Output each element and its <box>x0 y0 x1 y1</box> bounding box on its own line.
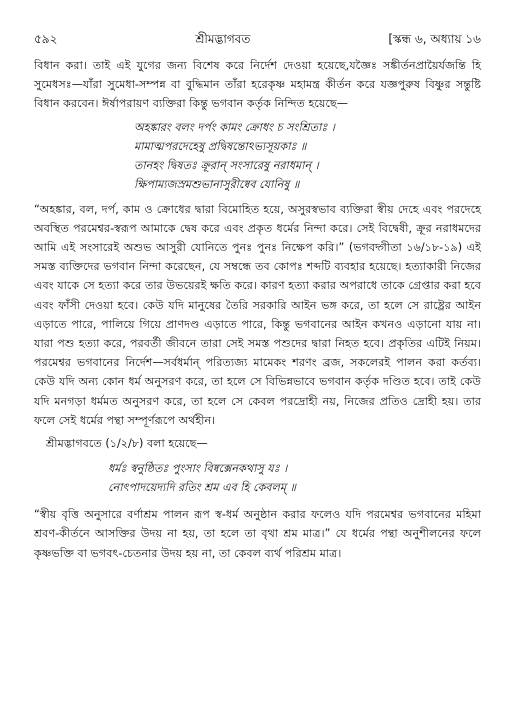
page-header <box>34 30 481 50</box>
verse-line: নোৎপাদয়েদ্যদি রতিং শ্রম এব হি কেবলম্ ॥ <box>108 481 296 495</box>
page-number: ৫৯২ <box>34 32 58 46</box>
verse-line: তানহং দ্বিষতঃ ক্রূরান্ সংসারেষু নরাধমান্ । <box>134 158 319 172</box>
verse-line: মামাত্মপরদেহেষু প্রদ্বিষন্তোঽভ্যসূয়কাঃ ॥ <box>134 139 307 153</box>
verse-line: অহঙ্কারং বলং দর্পং কামং ক্রোধং চ সংশ্রিতাঃ । <box>134 120 335 134</box>
verse-block-1 <box>134 118 481 194</box>
verse-line: ধর্মঃ স্বনুষ্ঠিতঃ পুংসাং বিষ্বক্সেনকথাসু যঃ । <box>108 462 288 476</box>
paragraph-3: শ্রীমদ্ভাগবতে (১/২/৮) বলা হয়েছে— <box>46 437 208 451</box>
chapter-reference: [স্কন্ধ ৬, অধ্যায় ১৬ <box>388 32 481 46</box>
paragraph-2: “অহঙ্কার, বল, দর্প, কাম ও ক্রোধের দ্বারা বিমোহিত হয়ে, অসুরস্বভাব ব্যক্তিরা স্বীয় দেহে এবং পরদেহে অবস্থিত পরমেশ্বর-স্বরূপ আমাকে দ্বেষ করে এবং প্রকৃত ধর্মের নিন্দা করে। সেই বিদ্বেষী, ক্রূর নরাধমদের আমি এই সংসারেই অশুভ আসুরী যোনিতে পুনঃ পুনঃ নিক্ষেপ করি।” (ভগবদ্গীতা ১৬/১৮-১৯) এই সমস্ত ব্যক্তিদের ভগবান নিন্দা করেছেন, যে সম্বন্ধে তব কোপঃ শব্দটি ব্যবহার হয়েছে। হত্যাকারী নিজের এবং যাকে সে হত্যা করে তার উভয়েরই ক্ষতি করে। কারণ হত্যা করার অপরাধে তাকে গ্রেপ্তার করা হবে এবং ফাঁসী দেওয়া হবে। কেউ যদি মানুষের তৈরি সরকারি আইন ভঙ্গ করে, তা হলে সে রাষ্ট্রের আইন এড়াতে পারে, পালিয়ে গিয়ে প্রাণদণ্ড এড়াতে পারে, কিন্তু ভগবানের আইন কখনও এড়ানো যায় না। যারা পশু হত্যা করে, পরবর্তী জীবনে তারা সেই সমস্ত পশুদের দ্বারা নিহত হবে। প্রকৃতির এটিই নিয়ম। পরমেশ্বর ভগবানের নির্দেশ—সর্বধর্মান্ পরিত্যজ্য মামেকং শরণং ব্রজ, সকলেরই পালন করা কর্তব্য। কেউ যদি অন্য কোন ধর্ম অনুসরণ করে, তা হলে সে বিভিন্নভাবে ভগবান কর্তৃক দণ্ডিত হবে। তাই কেউ যদি মনগড়া ধর্মমত অনুসরণ করে, তা হলে সে কেবল পরদ্রোহী নয়, নিজের প্রতিও দ্রোহী হয়। তার ফলে সেই ধর্মের পন্থা সম্পূর্ণরূপে অর্থহীন। <box>34 202 481 427</box>
verse-block-2 <box>108 459 481 497</box>
verse-line: ক্ষিপাম্যজস্রমশুভানাসুরীষ্বেব যোনিষু ॥ <box>134 177 300 191</box>
paragraph-4: “স্বীয় বৃত্তি অনুসারে বর্ণাশ্রম পালন রূপ স্ব-ধর্ম অনুষ্ঠান করার ফলেও যদি পরমেশ্বর ভগবানের মহিমা শ্রবণ-কীর্তনে আসক্তির উদয় না হয়, তা হলে তা বৃথা শ্রম মাত্র।” যে ধর্মের পন্থা অনুশীলনের ফলে কৃষ্ণভক্তি বা ভগবৎ-চেতনার উদয় হয় না, তা কেবল ব্যর্থ পরিশ্রম মাত্র। <box>34 508 481 560</box>
book-title: শ্রীমদ্ভাগবত <box>195 32 251 46</box>
paragraph-1: বিধান করা। তাই এই যুগের জন্য বিশেষ করে নির্দেশ দেওয়া হয়েছে,যজ্ঞৈঃ সঙ্কীর্তনপ্রায়ৈর্যজন্তি হি সুমেধসঃ—যাঁরা সুমেধা-সম্পন্ন বা বুদ্ধিমান তাঁরা হরেকৃষ্ণ মহামন্ত্র কীর্তন করে যজ্ঞপুরুষ বিষ্ণুর সন্তুষ্টি বিধান করবেন। ঈর্ষাপরায়ণ ব্যক্তিরা কিন্তু ভগবান কর্তৃক নিন্দিত হয়েছে— <box>34 59 481 111</box>
